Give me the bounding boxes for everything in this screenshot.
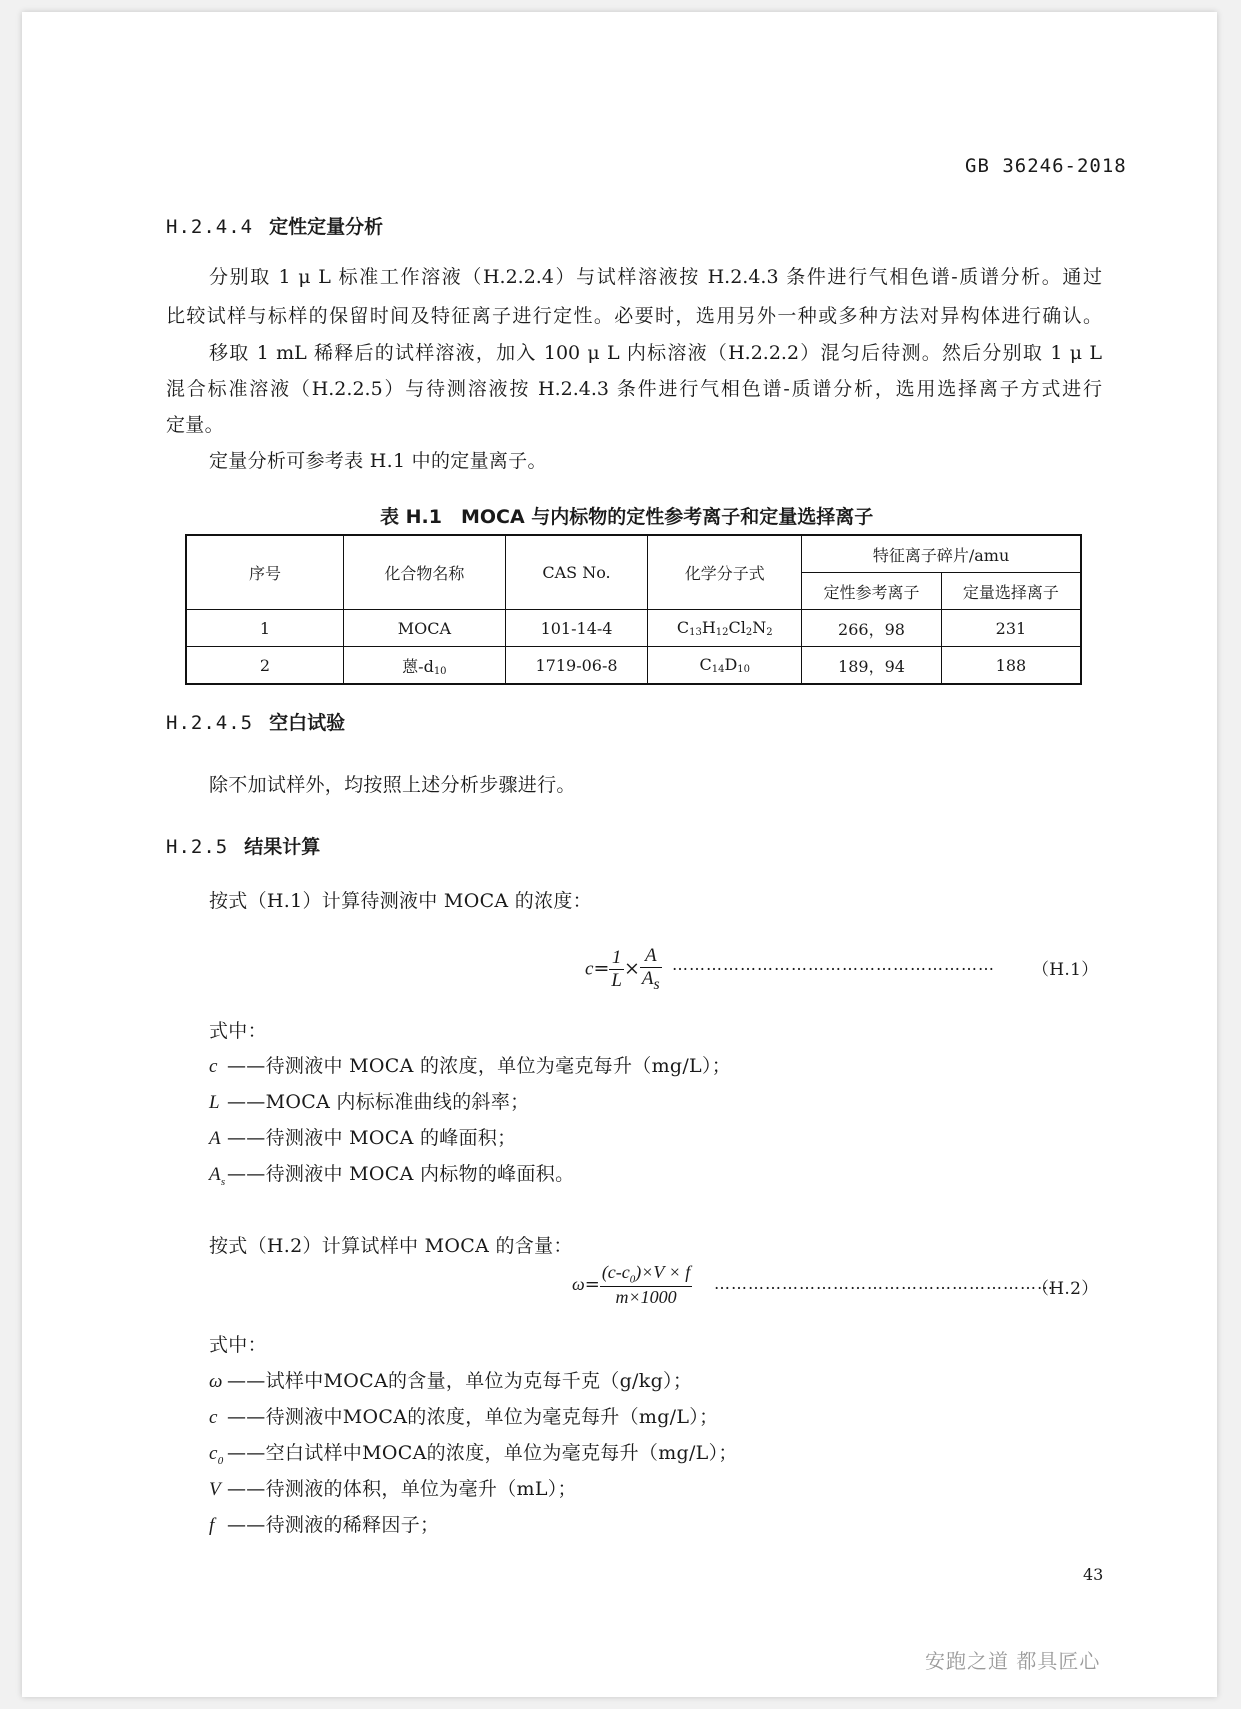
header-quant: 定量选择离子 (941, 573, 1081, 610)
cell-quant: 188 (941, 647, 1081, 685)
header-seq: 序号 (186, 535, 344, 610)
definition-line: $A_s——$待测液中 MOCA 内标物的峰面积。 (209, 1163, 575, 1188)
cell-seq: 1 (186, 610, 344, 647)
cell-name: MOCA (344, 610, 506, 647)
table-row (186, 647, 1081, 685)
definition-line: c ——待测液中 MOCA 的浓度，单位为毫克每升（mg/L）； (209, 1055, 732, 1077)
section-number: H.2.5 (166, 836, 229, 858)
definition-line: ω ——试样中MOCA的含量，单位为克每千克（g/kg）； (209, 1370, 693, 1392)
cell-cas: 1719-06-8 (505, 647, 648, 685)
section-title: 结果计算 (244, 836, 321, 858)
paragraph-line: 按式（H.2）计算试样中 MOCA 的含量： (209, 1235, 573, 1257)
section-heading-h245 (166, 708, 345, 735)
equation-h2: ω= $\frac{(c-c_0)\times V \times f}{m\times 1000}$ (572, 1262, 691, 1307)
definition-line: L ——MOCA 内标标准曲线的斜率； (209, 1091, 530, 1113)
table-row (186, 610, 1081, 647)
cell-cas: 101-14-4 (505, 610, 648, 647)
equation-label: （H.2） (1032, 1279, 1099, 1299)
definition-line: f ——待测液的稀释因子； (209, 1514, 440, 1536)
header-formula: 化学分子式 (648, 535, 802, 610)
paragraph-line: 分别取 1 μ L 标准工作溶液（H.2.2.4）与试样溶液按 H.2.4.3 条件进行气相色谱-质谱分析。通过 (209, 266, 1102, 288)
paragraph-line: 按式（H.1）计算待测液中 MOCA 的浓度： (209, 890, 592, 912)
where-label: 式中： (209, 1334, 267, 1356)
section-number: H.2.4.5 (166, 712, 254, 734)
equation-leader-dots: ………………………………………………… (672, 955, 995, 974)
cell-formula: $C_{13}H_{12}Cl_2N_2$ (648, 610, 802, 647)
definition-line: $c_0$ ——空白试样中MOCA的浓度，单位为毫克每升（mg/L）； (209, 1442, 738, 1467)
cell-formula: $C_{14}D_{10}$ (648, 647, 802, 685)
header-qual: 定性参考离子 (802, 573, 942, 610)
equation-label: （H.1） (1032, 960, 1099, 980)
definition-line: c ——待测液中MOCA的浓度，单位为毫克每升（mg/L）； (209, 1406, 719, 1428)
header-fragments: 特征离子碎片/amu (802, 535, 1081, 573)
definition-line: A ——待测液中 MOCA 的峰面积； (209, 1127, 517, 1149)
fraction-a-over-as: $\frac{A}{A_s}$ (641, 945, 660, 993)
cell-name: 蒽$-d_{10}$ (344, 647, 506, 685)
header-name: 化合物名称 (344, 535, 506, 610)
page-number: 43 (1083, 1565, 1104, 1584)
paragraph-line: 除不加试样外，均按照上述分析步骤进行。 (209, 774, 576, 796)
section-heading-h244 (166, 212, 383, 239)
fraction-1-over-l: $\frac{1}{L}$ (611, 946, 622, 991)
fraction-content: $\frac{(c-c_0)\times V \times f}{m\times 1000}$ (601, 1262, 691, 1307)
cell-seq: 2 (186, 647, 344, 685)
paragraph-line: 混合标准溶液（H.2.2.5）与待测溶液按 H.2.4.3 条件进行气相色谱-质谱分析，选用选择离子方式进行 (166, 378, 1102, 400)
where-label: 式中： (209, 1020, 267, 1042)
definition-line: V ——待测液的体积，单位为毫升（mL）； (209, 1478, 577, 1500)
table-caption: 表 H.1 MOCA 与内标物的定性参考离子和定量选择离子 (380, 506, 874, 528)
watermark-text: 安跑之道 都具匠心 (925, 1649, 1101, 1673)
section-number: H.2.4.4 (166, 216, 254, 238)
cell-qual: 189，94 (802, 647, 942, 685)
cell-qual: 266，98 (802, 610, 942, 647)
paragraph-line: 定量。 (166, 414, 224, 436)
cell-quant: 231 (941, 610, 1081, 647)
header-cas: CAS No. (505, 535, 648, 610)
paragraph-line: 比较试样与标样的保留时间及特征离子进行定性。必要时，选用另外一种或多种方法对异构体进行确认。 (166, 305, 1102, 327)
section-title: 空白试验 (269, 712, 346, 734)
equation-h1: c= $\frac{1}{L}$ × $\frac{A}{A_s}$ (585, 945, 660, 993)
standard-number: GB 36246-2018 (965, 155, 1127, 177)
equation-leader-dots: …………………………………………………… (714, 1274, 1054, 1293)
ion-table (185, 534, 1082, 685)
section-heading-h25 (166, 832, 320, 859)
paragraph-line: 移取 1 mL 稀释后的试样溶液，加入 100 μ L 内标溶液（H.2.2.2）混匀后待测。然后分别取 1 μ L (209, 342, 1102, 364)
section-title: 定性定量分析 (269, 216, 384, 238)
paragraph-line: 定量分析可参考表 H.1 中的定量离子。 (209, 450, 547, 472)
